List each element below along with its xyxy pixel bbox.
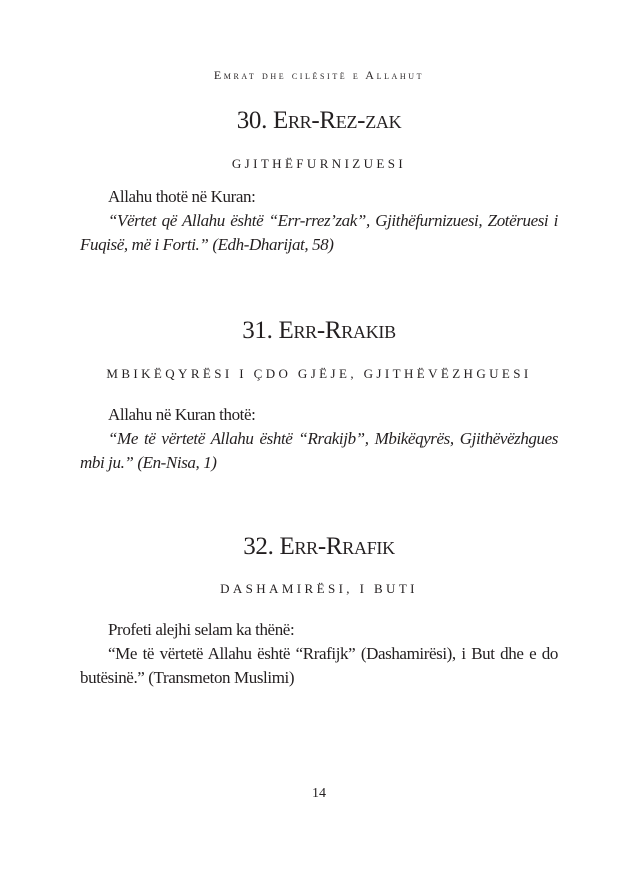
- section-intro-30: Allahu thotë në Kuran:: [108, 187, 256, 206]
- section-body-30: [80, 185, 558, 257]
- running-head: Emrat dhe cilësitë e Allahut: [213, 68, 425, 82]
- section-subtitle-31: MBIKËQYRËSI I ÇDO GJËJE, GJITHËVËZHGUESI: [106, 366, 532, 381]
- section-title-30: 30. Err-Rez-zak: [236, 107, 402, 134]
- section-intro-31: Allahu në Kuran thotë:: [108, 405, 256, 424]
- section-body-32: [80, 618, 558, 690]
- section-subtitle-30: GJITHËFURNIZUESI: [231, 156, 407, 171]
- section-intro-32: Profeti alejhi selam ka thënë:: [108, 620, 295, 639]
- section-quote-30: “Vërtet që Allahu është “Err-rrez’zak”, Gjithëfurnizuesi, Zotëruesi i Fuqisë, më i Forti.” (Edh-Dharijat, 58): [80, 211, 558, 254]
- section-title-31: 31. Err-Rrakib: [242, 317, 396, 344]
- section-quote-32: “Me të vërtetë Allahu është “Rrafijk” (Dashamirësi), i But dhe e do butësinë.” (Transmeton Muslimi): [80, 644, 558, 687]
- page-number: 14: [312, 786, 326, 801]
- section-body-31: [80, 403, 558, 475]
- section-title-32: 32. Err-Rrafik: [243, 533, 395, 560]
- section-subtitle-32: DASHAMIRËSI, I BUTI: [220, 581, 418, 596]
- section-quote-31: “Me të vërtetë Allahu është “Rrakijb”, Mbikëqyrës, Gjithëvëzhgues mbi ju.” (En-Nisa, 1): [80, 429, 558, 472]
